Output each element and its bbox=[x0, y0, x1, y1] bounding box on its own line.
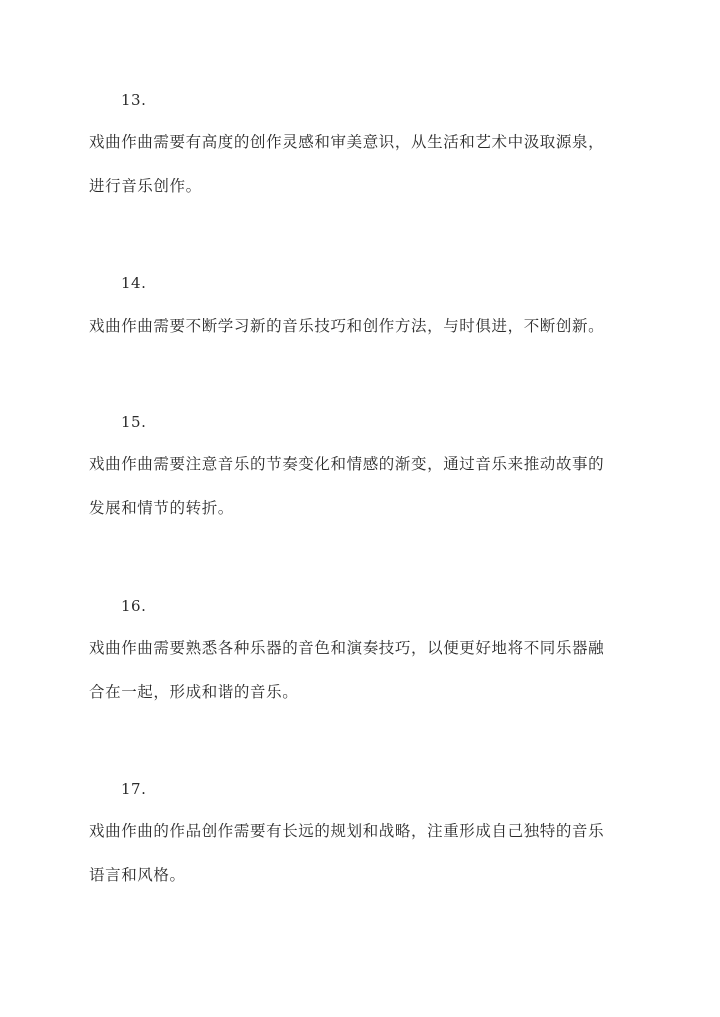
item-number: 16. bbox=[121, 597, 147, 615]
paragraph-line: 进行音乐创作。 bbox=[89, 177, 202, 195]
paragraph-line: 发展和情节的转折。 bbox=[89, 499, 234, 517]
item-number: 15. bbox=[121, 413, 147, 431]
paragraph-line: 戏曲作曲需要注意音乐的节奏变化和情感的渐变，通过音乐来推动故事的 bbox=[89, 455, 605, 473]
paragraph-line: 戏曲作曲需要不断学习新的音乐技巧和创作方法，与时俱进，不断创新。 bbox=[89, 317, 605, 335]
paragraph-line: 戏曲作曲需要熟悉各种乐器的音色和演奏技巧，以便更好地将不同乐器融 bbox=[89, 639, 605, 657]
item-paragraph bbox=[89, 809, 649, 897]
item-paragraph bbox=[89, 120, 649, 208]
paragraph-line: 戏曲作曲需要有高度的创作灵感和审美意识，从生活和艺术中汲取源泉， bbox=[89, 133, 605, 151]
paragraph-line: 合在一起，形成和谐的音乐。 bbox=[89, 683, 299, 701]
item-paragraph bbox=[89, 304, 649, 348]
item-paragraph bbox=[89, 626, 649, 714]
item-number: 17. bbox=[121, 780, 147, 798]
paragraph-line: 语言和风格。 bbox=[89, 866, 186, 884]
item-number: 14. bbox=[121, 274, 147, 292]
item-number: 13. bbox=[121, 91, 147, 109]
paragraph-line: 戏曲作曲的作品创作需要有长远的规划和战略，注重形成自己独特的音乐 bbox=[89, 822, 605, 840]
item-paragraph bbox=[89, 442, 649, 530]
